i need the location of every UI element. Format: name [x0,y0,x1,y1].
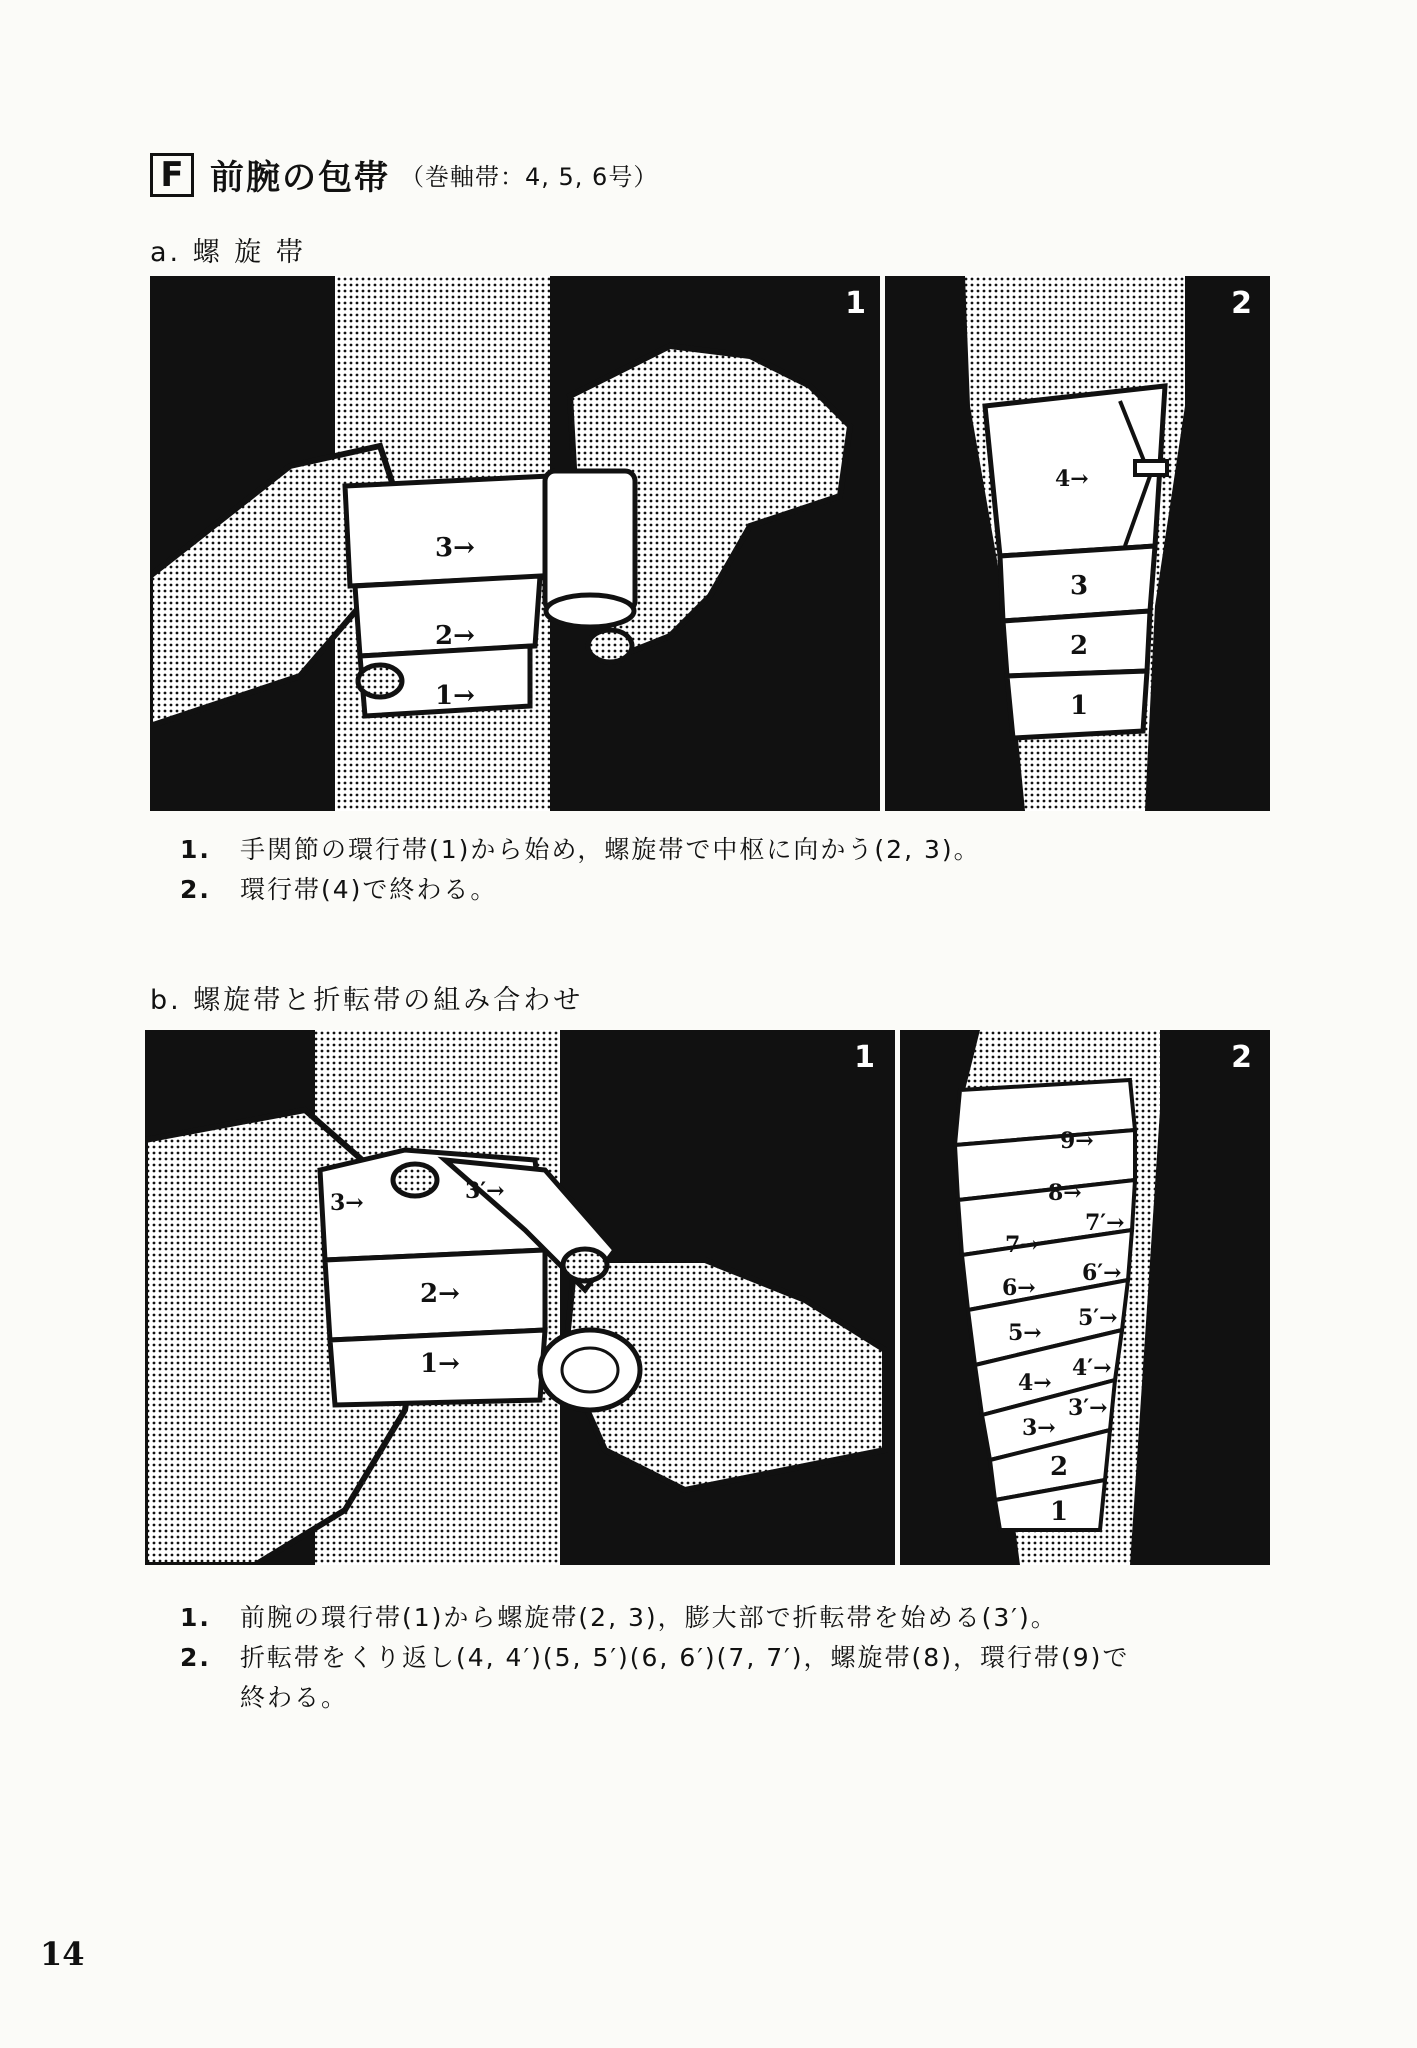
part-a-steps [180,830,981,910]
figure-b2-number: 2 [1231,1040,1252,1075]
figure-a1-label: 1→ [435,681,475,711]
figure-a2-label: 1 [1070,691,1089,721]
section-letter: F [150,153,194,197]
figure-b2-label: 5→ [1008,1320,1042,1346]
figure-b2-label: 7′→ [1085,1210,1125,1236]
figure-a1 [150,276,880,811]
figure-b1 [145,1030,895,1565]
figure-a2-label: 4→ [1055,466,1089,492]
figure-b2-label: 6→ [1002,1275,1036,1301]
figure-b1-label: 1→ [420,1349,460,1379]
section-note: （巻軸帯：4, 5, 6号） [400,163,659,191]
step-item [180,1638,1129,1678]
section-title: 前腕の包帯 [210,158,390,198]
step-continuation: 終わる。 [240,1683,349,1712]
step-number: 1. [180,835,211,864]
figure-b2-label: 4→ [1018,1370,1052,1396]
figure-b2-label: 8→ [1048,1180,1082,1206]
step-text: 前腕の環行帯(1)から螺旋帯(2, 3)，膨大部で折転帯を始める(3′)。 [240,1603,1058,1632]
figure-b1-label: 3′→ [465,1178,505,1204]
part-a-heading: a. 螺 旋 帯 [150,237,306,268]
step-text: 折転帯をくり返し(4, 4′)(5, 5′)(6, 6′)(7, 7′)，螺旋帯(8)，環行帯(9)で [240,1643,1130,1672]
step-item [180,1598,1129,1638]
figure-b2-label: 7→ [1005,1232,1039,1258]
figure-b1-label: 2→ [420,1279,460,1309]
figure-a2-label: 2 [1070,631,1089,661]
figure-b1-label: 3→ [330,1190,364,1216]
figure-b2-label: 6′→ [1082,1260,1122,1286]
figure-b2-label: 3→ [1022,1415,1056,1441]
figure-b2-label: 5′→ [1078,1305,1118,1331]
step-item [180,830,981,870]
figure-b2-label: 2 [1050,1452,1069,1482]
section-header [150,150,658,199]
step-number: 2. [180,875,211,904]
figure-b2-label: 4′→ [1072,1355,1112,1381]
figure-a2-label: 3 [1070,571,1089,601]
figure-a1-label: 3→ [435,533,475,563]
part-b-steps [180,1598,1129,1718]
figure-a2 [885,276,1270,811]
page-number: 14 [40,1935,85,1973]
figure-b1-number: 1 [854,1040,875,1075]
step-number: 2. [180,1643,211,1672]
step-number: 1. [180,1603,211,1632]
figure-b2-label: 9→ [1060,1128,1094,1154]
figure-b2-label: 1 [1050,1497,1069,1527]
figure-a2-number: 2 [1231,286,1252,321]
figure-a1-number: 1 [845,286,866,321]
figure-b2 [900,1030,1270,1565]
figure-a1-label: 2→ [435,621,475,651]
figure-b2-label: 3′→ [1068,1395,1108,1421]
step-text: 環行帯(4)で終わる。 [240,875,498,904]
step-text: 手関節の環行帯(1)から始め，螺旋帯で中枢に向かう(2, 3)。 [240,835,981,864]
part-b-heading: b. 螺旋帯と折転帯の組み合わせ [150,985,584,1016]
step-item [180,870,981,910]
